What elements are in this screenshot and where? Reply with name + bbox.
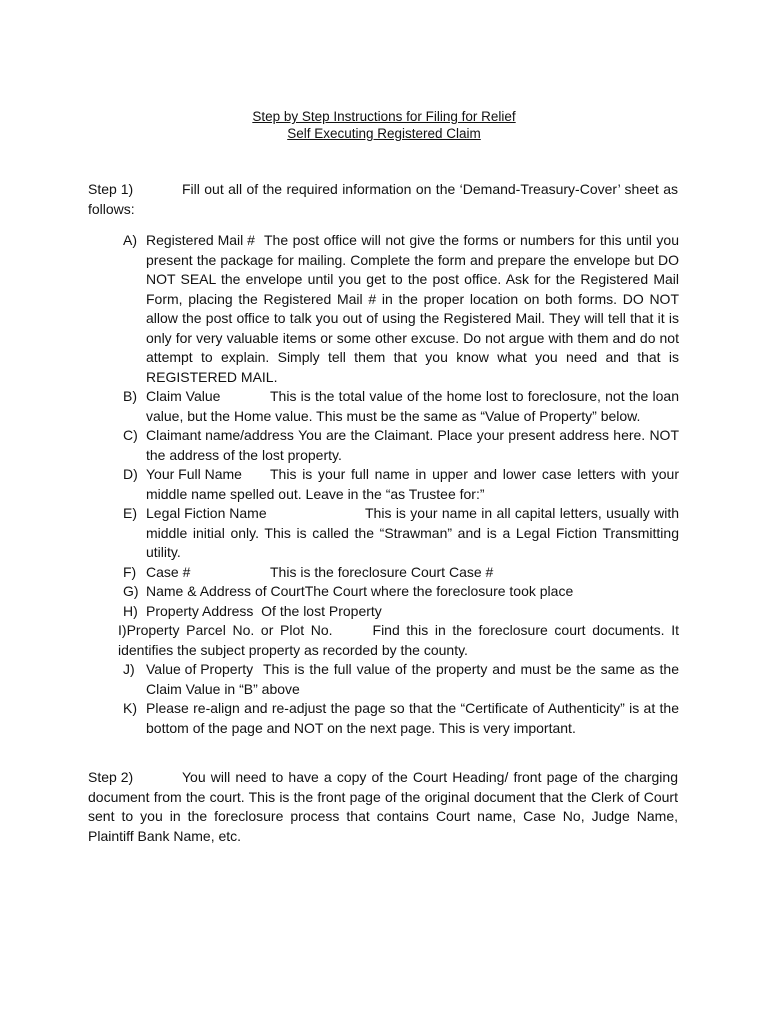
step-2: [88, 768, 678, 846]
step-1: [88, 180, 678, 219]
title-line-1: Step by Step Instructions for Filing for Relief: [252, 109, 516, 124]
item-letter: D): [123, 466, 138, 482]
item-text: The Court where the foreclosure took place: [304, 583, 574, 599]
item-text: Please re-align and re-adjust the page so that the “Certificate of Authenticity” is at the bottom of the page and NOT on the next page. This is very important.: [146, 700, 679, 736]
list-item: [118, 621, 679, 660]
list-item: [123, 426, 679, 465]
step-1-label: Step 1): [88, 181, 134, 197]
item-letter: G): [123, 583, 139, 599]
item-text: The post office will not give the forms or numbers for this until you present the package for mailing. Complete the form and prepare the envelope but DO NOT SEAL the envelope until you get to the post office. Ask for the Registered Mail Form, placing the Registered Mail # in the proper location on both forms. DO NOT allow the post office to talk you out of using the Registered Mail. They will tell that it is only for very valuable items or some other excuse. Do not argue with them and do not attempt to explain. Simply tell them that you know what you need and that is REGISTERED MAIL.: [146, 232, 679, 385]
item-text: This is your full name in upper and lower case letters with your middle name spelled out. Leave in the “as Trustee for:”: [146, 466, 679, 502]
item-field: Registered Mail #: [146, 232, 255, 248]
list-item: [123, 660, 679, 699]
item-field: Your Full Name: [146, 466, 242, 482]
list-item: [123, 563, 679, 583]
item-field: Name & Address of Court: [146, 583, 305, 599]
list-item: [123, 602, 679, 622]
item-field: Claimant name/address: [146, 427, 294, 443]
list-item: [123, 504, 679, 563]
item-text: This is the foreclosure Court Case #: [270, 563, 494, 580]
list-item: [123, 231, 679, 387]
step-2-text: You will need to have a copy of the Court Heading/ front page of the charging document from the court. This is the front page of the original document that the Clerk of Court sent to you in the foreclosure process that contains Court name, Case No, Judge Name, Plaintiff Bank Name, etc.: [88, 769, 678, 844]
list-item: [123, 465, 679, 504]
item-text: This is your name in all capital letters, usually with middle initial only. This is called the “Strawman” and is a Legal Fiction Transmitting utility.: [146, 505, 679, 560]
item-letter: E): [123, 505, 137, 521]
item-text: Of the lost Property: [261, 602, 382, 619]
list-item: [123, 387, 679, 426]
item-field: Claim Value: [146, 388, 221, 404]
document-title: [0, 108, 768, 142]
item-letter: F): [123, 563, 137, 580]
item-field: Value of Property: [146, 661, 254, 677]
item-field: Legal Fiction Name: [146, 505, 267, 521]
item-field: Property Parcel No. or Plot No.: [126, 622, 333, 638]
instruction-list: [118, 231, 680, 738]
item-text: You are the Claimant. Place your present address here. NOT the address of the lost property.: [146, 427, 679, 463]
item-text: Find this in the foreclosure court documents. It identifies the subject property as recorded by the county.: [118, 622, 680, 658]
item-letter: A): [123, 232, 137, 248]
item-field: Case #: [146, 563, 191, 580]
item-text: This is the total value of the home lost to foreclosure, not the loan value, but the Home value. This must be the same as “Value of Property” below.: [146, 388, 679, 424]
item-letter: C): [123, 427, 138, 443]
item-letter: K): [123, 700, 137, 716]
step-1-text: Fill out all of the required information on the ‘Demand-Treasury-Cover’ sheet as follows:: [88, 181, 678, 217]
list-item: [123, 699, 679, 738]
item-field: Property Address: [146, 602, 254, 619]
item-letter: B): [123, 388, 137, 404]
item-letter: H): [123, 602, 138, 619]
title-line-2: Self Executing Registered Claim: [287, 126, 481, 141]
item-text: This is the full value of the property and must be the same as the Claim Value in “B” above: [146, 661, 679, 697]
step-2-label: Step 2): [88, 769, 134, 785]
item-letter: I): [118, 622, 127, 638]
list-item: [123, 582, 679, 602]
item-letter: J): [123, 661, 135, 677]
